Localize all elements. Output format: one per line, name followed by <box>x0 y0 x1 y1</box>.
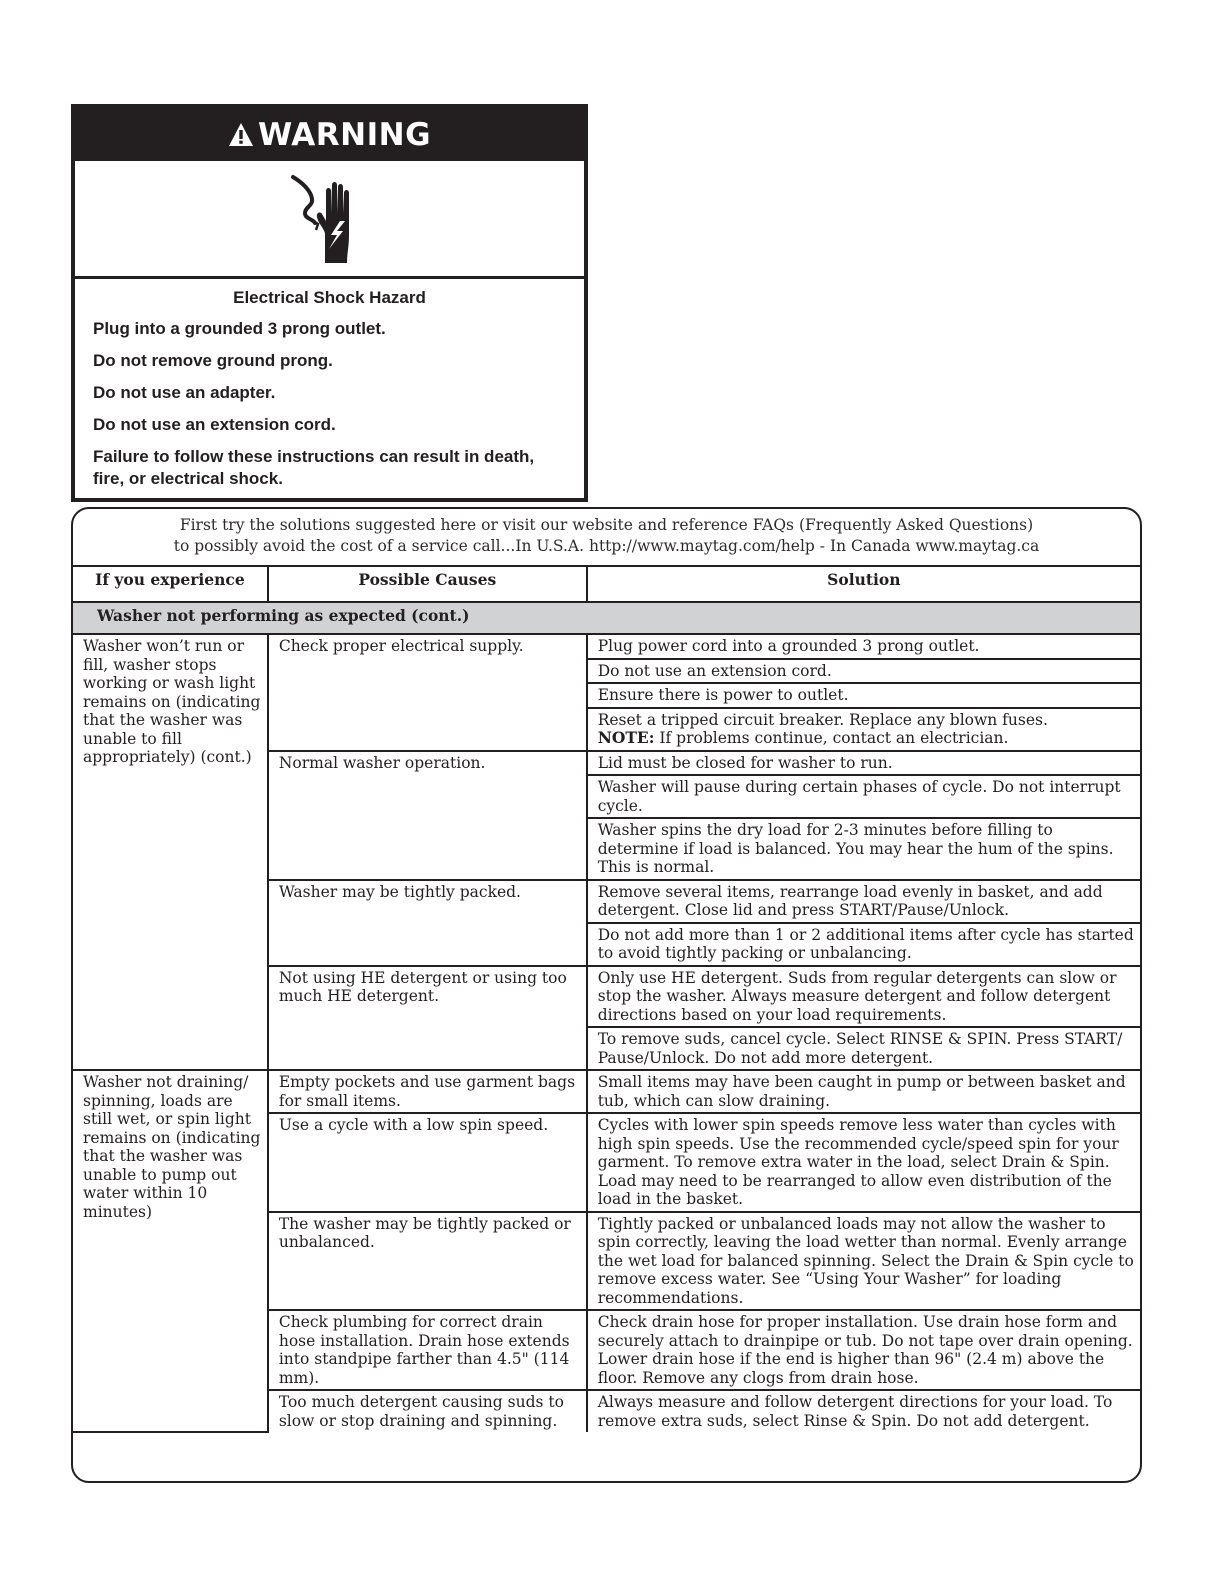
intro-line: First try the solutions suggested here or visit our website and reference FAQs (Frequently Asked Questions) <box>179 516 1034 534</box>
warning-line: Plug into a grounded 3 prong outlet. <box>93 319 386 338</box>
warning-line: Failure to follow these instructions can result in death, fire, or electrical shock. <box>93 447 535 488</box>
solution-text: Reset a tripped circuit breaker. Replace any blown fuses. <box>597 710 1048 729</box>
cause-cell: Normal washer operation. <box>268 751 587 880</box>
solution-cell: Do not add more than 1 or 2 additional items after cycle has started to avoid tightly packing or unbalancing. <box>587 923 1140 966</box>
solution-cell: Plug power cord into a grounded 3 prong outlet. <box>587 634 1140 659</box>
experience-cell: Washer not draining/ spinning, loads are still wet, or spin light remains on (indicating that the washer was unable to pump out water within 10 minutes) <box>73 1070 268 1432</box>
warning-line: Do not remove ground prong. <box>93 351 333 370</box>
cause-cell: Not using HE detergent or using too much HE detergent. <box>268 966 587 1071</box>
solution-cell: Only use HE detergent. Suds from regular detergents can slow or stop the washer. Always measure detergent and follow detergent directions based on your load requirements. <box>587 966 1140 1028</box>
intro-text <box>73 509 1140 565</box>
electrical-shock-hand-icon <box>285 173 375 265</box>
solution-cell: Tightly packed or unbalanced loads may not allow the washer to spin correctly, leaving the load wetter than normal. Evenly arrange the wet load for balanced spinning. Select the Drain & Spin cycle to remove excess water. See “Using Your Washer” for loading recommendations. <box>587 1212 1140 1311</box>
solution-cell <box>587 708 1140 751</box>
note-text: If problems continue, contact an electrician. <box>654 729 1009 747</box>
warning-body <box>75 279 584 490</box>
troubleshooting-table <box>73 565 1140 1433</box>
column-header: If you experience <box>73 566 268 602</box>
warning-line: Do not use an adapter. <box>93 383 276 402</box>
column-header: Possible Causes <box>268 566 587 602</box>
solution-cell: Washer spins the dry load for 2-3 minutes before filling to determine if load is balanced. You may hear the hum of the spins. This is normal. <box>587 818 1140 880</box>
solution-cell: Ensure there is power to outlet. <box>587 683 1140 708</box>
table-row <box>73 634 1140 659</box>
warning-triangle-icon <box>228 122 254 148</box>
warning-title: WARNING <box>257 116 432 153</box>
section-title: Washer not performing as expected (cont.) <box>73 602 1140 634</box>
table-row <box>73 1070 1140 1113</box>
solution-cell: Cycles with lower spin speeds remove less water than cycles with high spin speeds. Use the recommended cycle/speed spin for your garment. To remove extra water in the load, select Drain & Spin. Load may need to be rearranged to allow even distribution of the load in the basket. <box>587 1113 1140 1212</box>
cause-cell: Check proper electrical supply. <box>268 634 587 751</box>
cause-cell: Use a cycle with a low spin speed. <box>268 1113 587 1212</box>
solution-cell: Do not use an extension cord. <box>587 659 1140 684</box>
solution-cell: Always measure and follow detergent directions for your load. To remove extra suds, select Rinse & Spin. Do not add detergent. <box>587 1390 1140 1432</box>
solution-cell: To remove suds, cancel cycle. Select RINSE & SPIN. Press START/ Pause/Unlock. Do not add more detergent. <box>587 1027 1140 1070</box>
note-label: NOTE: <box>597 728 655 747</box>
cause-cell: Washer may be tightly packed. <box>268 880 587 966</box>
solution-cell: Check drain hose for proper installation. Use drain hose form and securely attach to drainpipe or tub. Do not tape over drain opening. Lower drain hose if the end is higher than 96" (2.4 m) above the floor. Remove any clogs from drain hose. <box>587 1310 1140 1390</box>
warning-box <box>71 104 588 502</box>
solution-note <box>598 729 1134 748</box>
column-header: Solution <box>587 566 1140 602</box>
cause-cell: Check plumbing for correct drain hose installation. Drain hose extends into standpipe farther than 4.5" (114 mm). <box>268 1310 587 1390</box>
hazard-title: Electrical Shock Hazard <box>233 288 426 307</box>
warning-header <box>75 108 584 161</box>
solution-cell: Remove several items, rearrange load evenly in basket, and add detergent. Close lid and press START/Pause/Unlock. <box>587 880 1140 923</box>
cause-cell: Empty pockets and use garment bags for small items. <box>268 1070 587 1113</box>
cause-cell: The washer may be tightly packed or unbalanced. <box>268 1212 587 1311</box>
solution-cell: Lid must be closed for washer to run. <box>587 751 1140 776</box>
solution-cell: Washer will pause during certain phases of cycle. Do not interrupt cycle. <box>587 775 1140 818</box>
troubleshooting-panel <box>71 507 1142 1483</box>
solution-cell: Small items may have been caught in pump or between basket and tub, which can slow draining. <box>587 1070 1140 1113</box>
experience-cell: Washer won’t run or fill, washer stops working or wash light remains on (indicating that the washer was unable to fill appropriately) (cont.) <box>73 634 268 1070</box>
table-header-row <box>73 566 1140 602</box>
cause-cell: Too much detergent causing suds to slow or stop draining and spinning. <box>268 1390 587 1432</box>
shock-symbol-area <box>75 161 584 279</box>
section-row <box>73 602 1140 634</box>
warning-line: Do not use an extension cord. <box>93 415 336 434</box>
intro-line: to possibly avoid the cost of a service call...In U.S.A. http://www.maytag.com/help - In Canada www.maytag.ca <box>173 537 1040 555</box>
